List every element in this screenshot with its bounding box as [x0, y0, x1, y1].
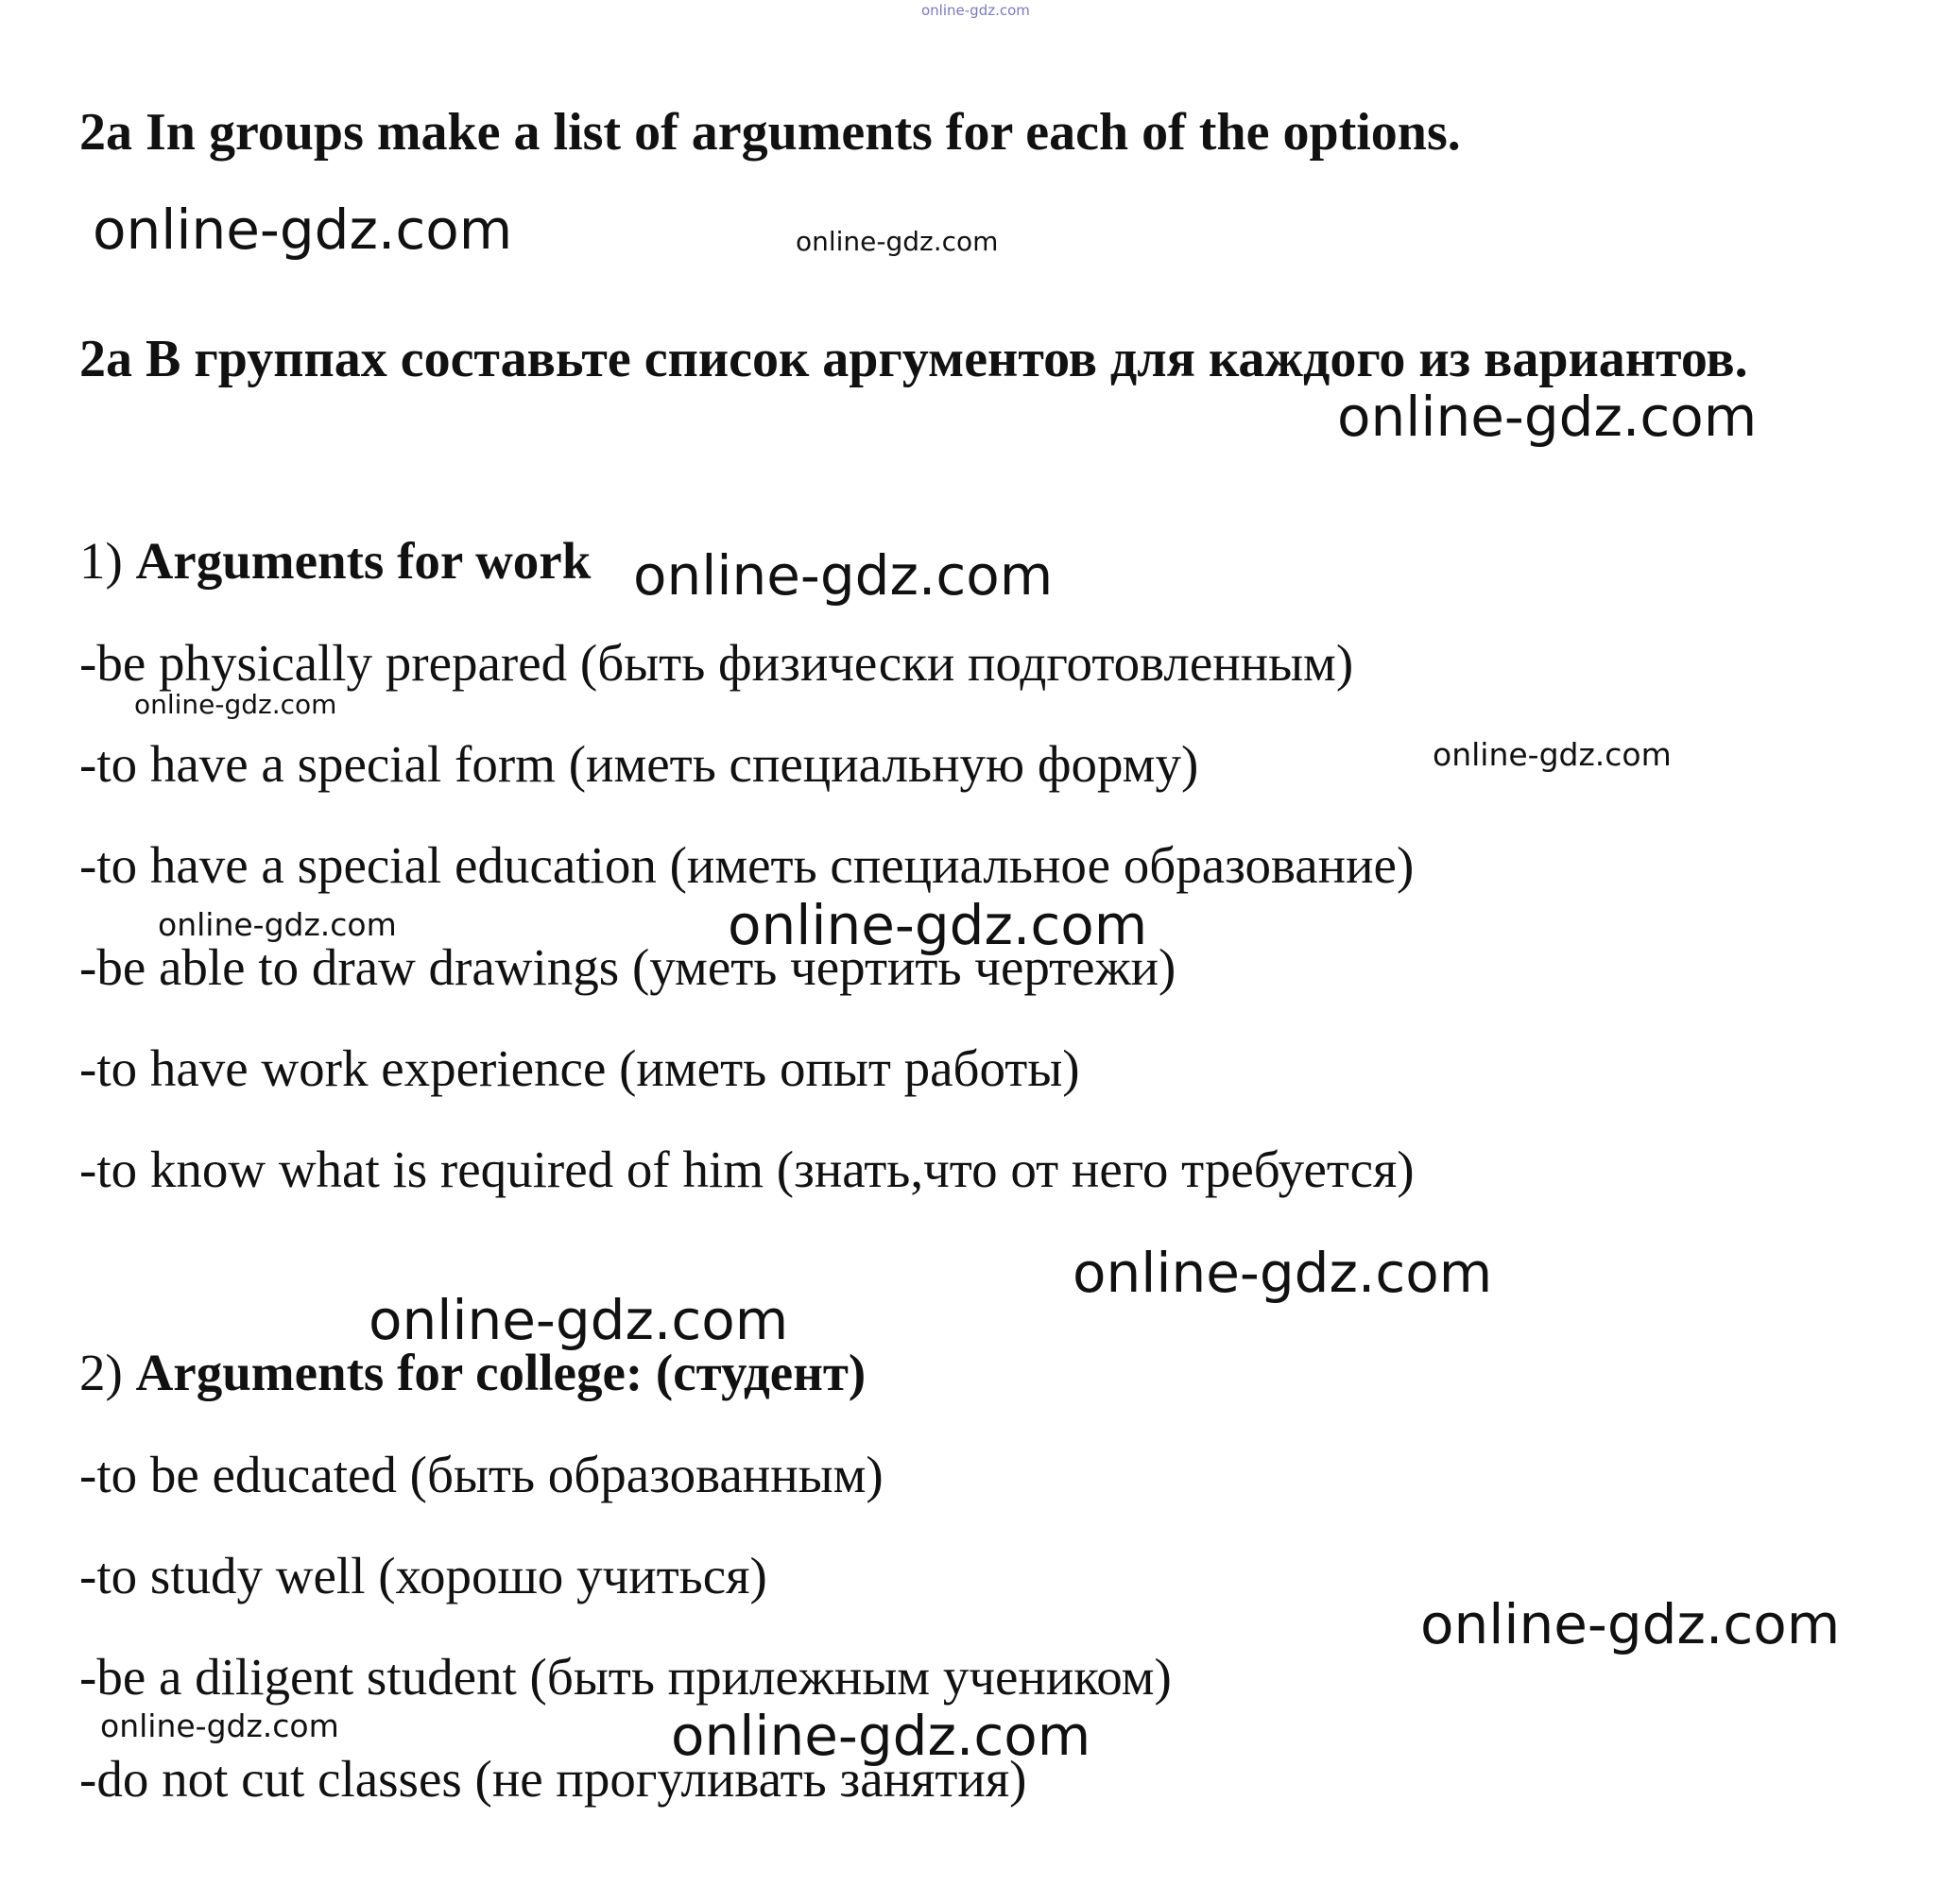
- section1-item: -be physically prepared (быть физически подготовленным): [79, 634, 1354, 692]
- section1-item: -to have a special form (иметь специальную форму): [79, 735, 1199, 793]
- watermark: online-gdz.com: [1073, 1241, 1493, 1305]
- watermark: online-gdz.com: [93, 197, 513, 262]
- section2-heading: [79, 1344, 867, 1401]
- section1-item: -to know what is required of him (знать,что от него требуется): [79, 1141, 1415, 1198]
- title-russian: 2a В группах составьте список аргументов для каждого из вариантов.: [79, 330, 1748, 388]
- section2-title: Arguments for college: (студент): [135, 1344, 867, 1401]
- header-watermark: online-gdz.com: [921, 2, 1030, 19]
- watermark: online-gdz.com: [134, 689, 337, 720]
- watermark: online-gdz.com: [796, 226, 999, 257]
- watermark: online-gdz.com: [158, 906, 397, 943]
- watermark: online-gdz.com: [728, 893, 1148, 957]
- section1-item: -to have a special education (иметь специальное образование): [79, 836, 1415, 894]
- section1-item: -be able to draw drawings (уметь чертить чертежи): [79, 938, 1176, 996]
- section2-item: -do not cut classes (не прогуливать занятия): [79, 1750, 1027, 1808]
- section1-number: 1): [79, 532, 123, 590]
- title-english: 2a In groups make a list of arguments for each of the options.: [79, 103, 1461, 162]
- watermark: online-gdz.com: [100, 1707, 339, 1744]
- section1-title: Arguments for work: [135, 532, 592, 590]
- watermark: online-gdz.com: [1433, 736, 1672, 773]
- watermark: online-gdz.com: [1420, 1592, 1841, 1656]
- watermark: online-gdz.com: [1337, 385, 1758, 449]
- section2-item: -to study well (хорошо учиться): [79, 1547, 767, 1604]
- watermark: online-gdz.com: [369, 1288, 789, 1352]
- section2-number: 2): [79, 1344, 123, 1401]
- section1-item: -to have work experience (иметь опыт работы): [79, 1039, 1080, 1097]
- section2-item: -to be educated (быть образованным): [79, 1446, 884, 1503]
- watermark: online-gdz.com: [633, 543, 1054, 608]
- watermark: online-gdz.com: [671, 1704, 1091, 1768]
- section1-heading: [79, 532, 592, 590]
- section2-item: -be a diligent student (быть прилежным учеником): [79, 1648, 1172, 1706]
